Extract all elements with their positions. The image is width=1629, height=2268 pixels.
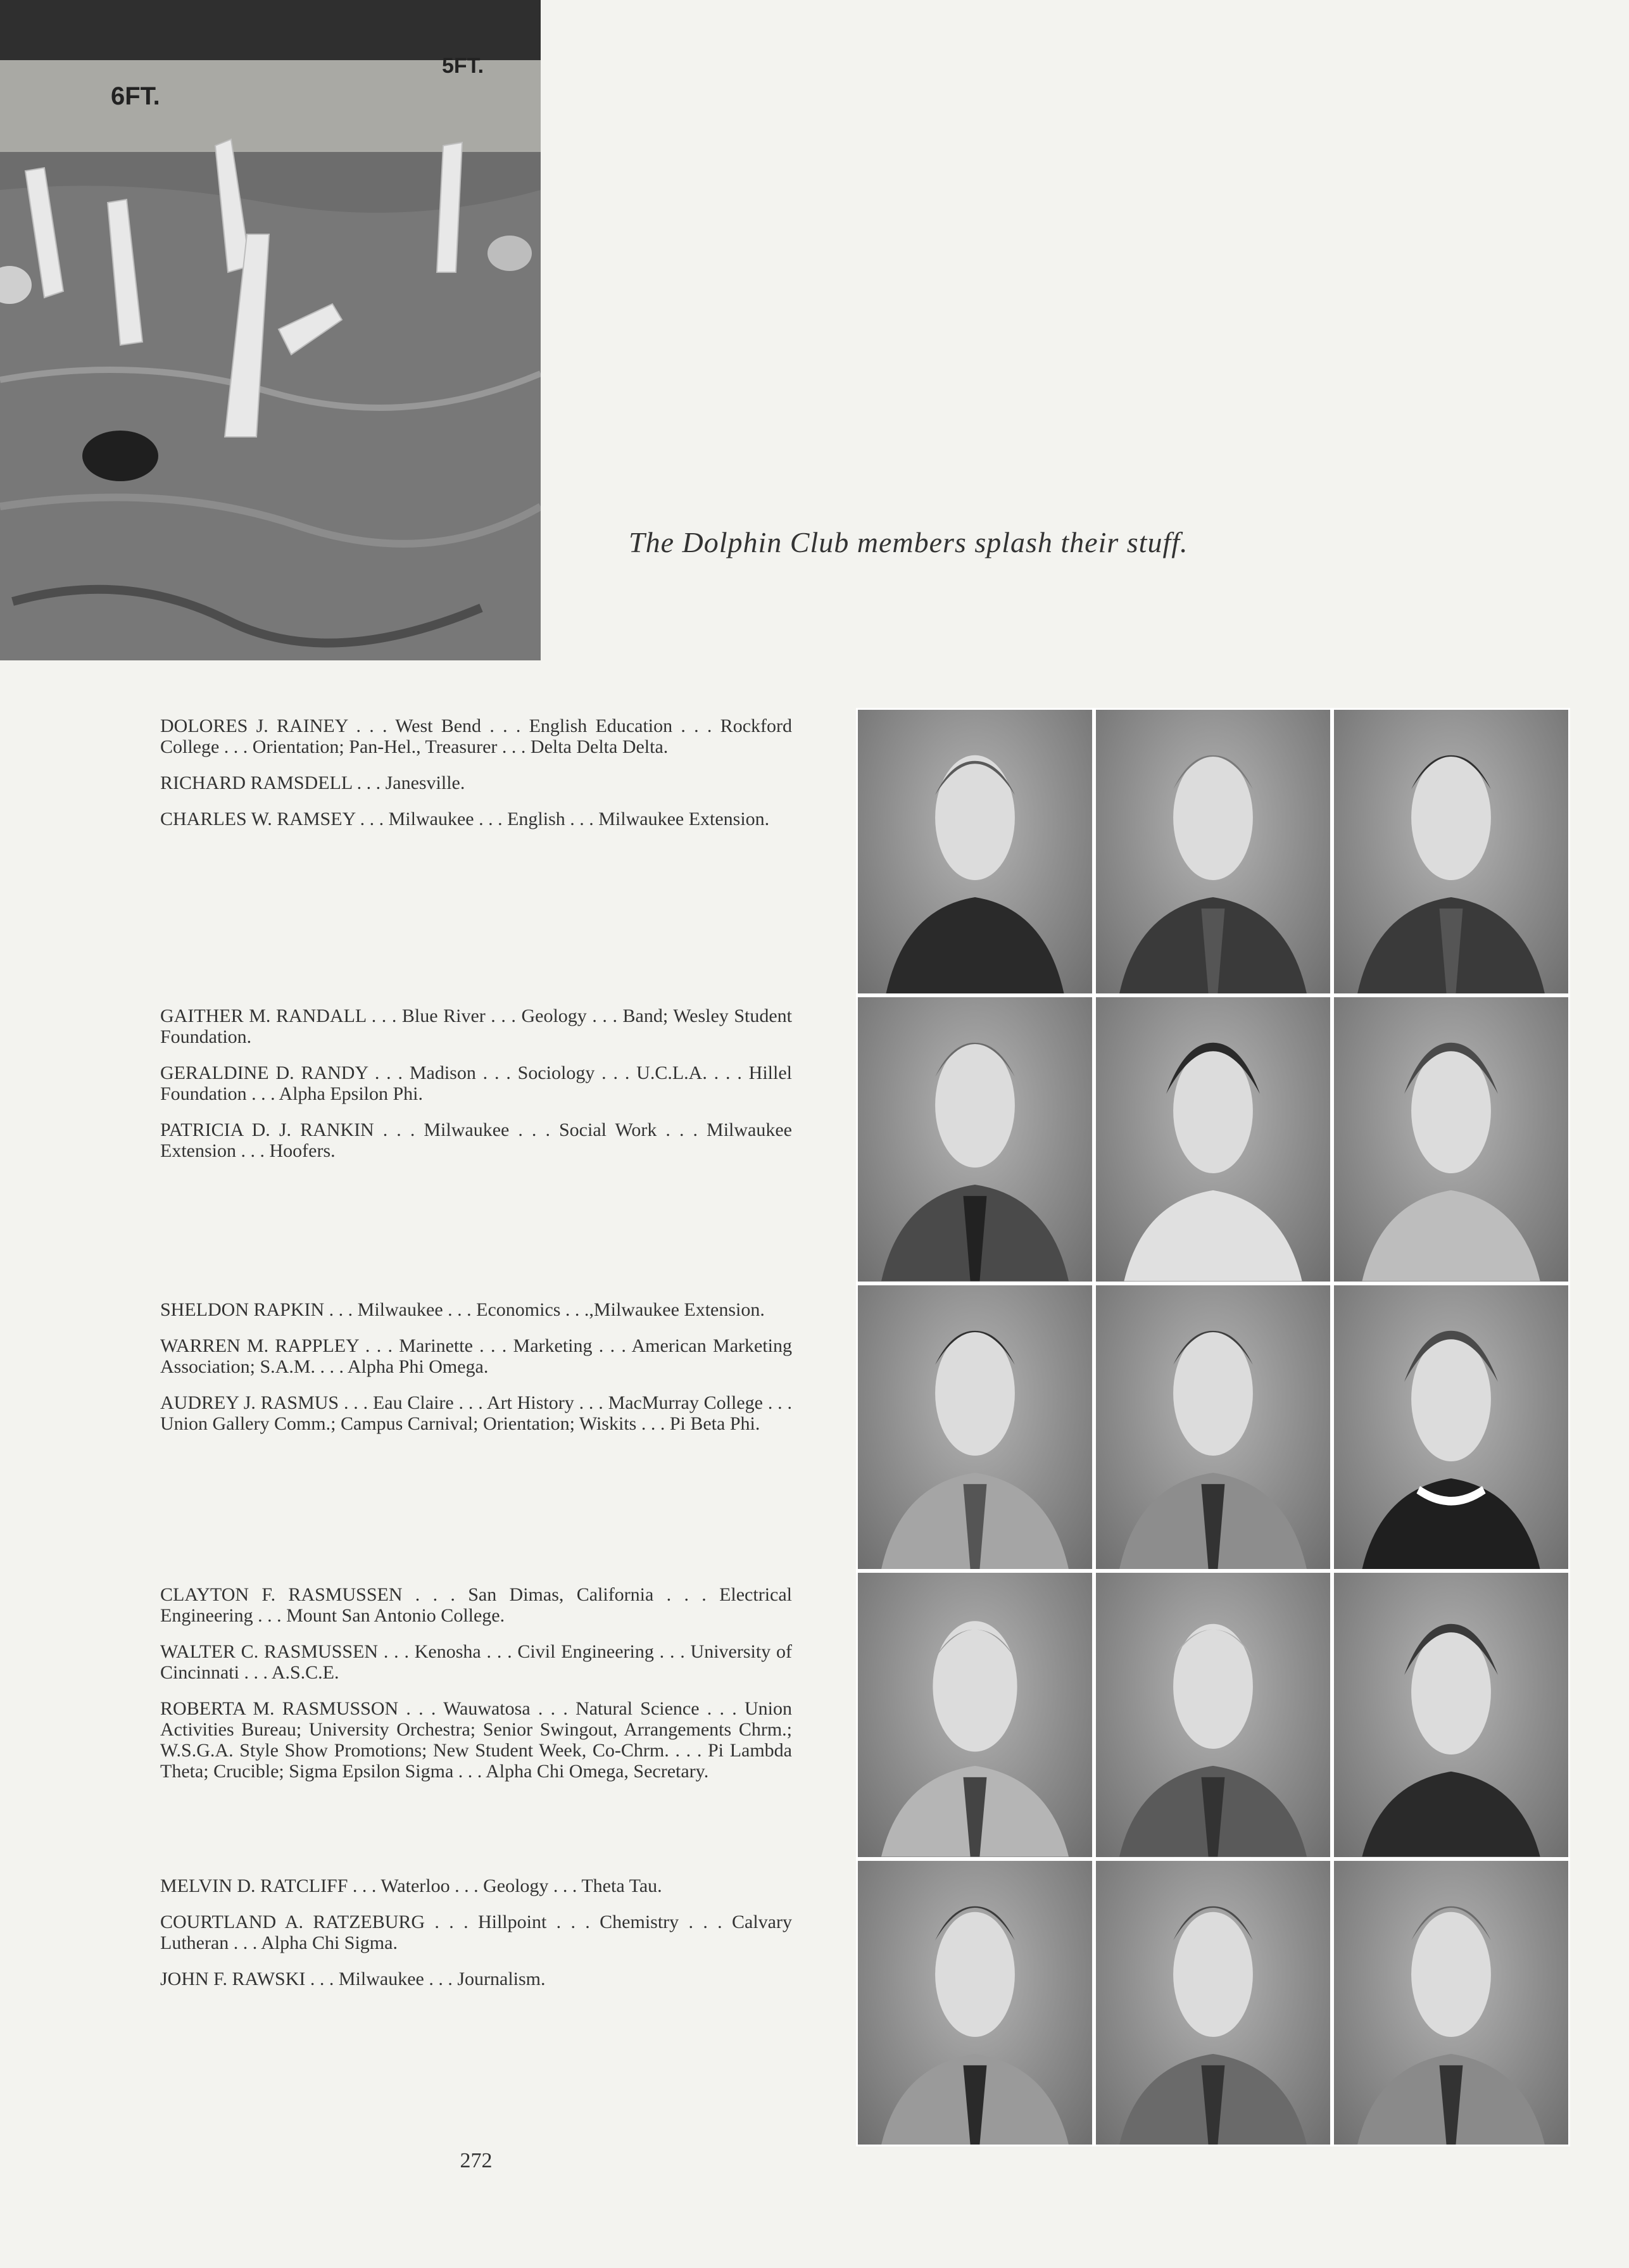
- student-entry: JOHN F. RAWSKI . . . Milwaukee . . . Journalism.: [160, 1969, 546, 1989]
- student-entry: DOLORES J. RAINEY . . . West Bend . . . English Education . . . Rockford College . . . Orientation; Pan-Hel., Treasurer . . . Delta Delta Delta.: [160, 715, 792, 757]
- portrait-photo: [1096, 1861, 1330, 2145]
- portrait-photo: [858, 1285, 1092, 1569]
- portrait-photo: [1096, 1573, 1330, 1856]
- portrait-photo: [1096, 710, 1330, 993]
- student-entry: GAITHER M. RANDALL . . . Blue River . . . Geology . . . Band; Wesley Student Foundation.: [160, 1005, 792, 1047]
- pool-scene-illustration: [0, 0, 541, 660]
- student-entry: CLAYTON F. RASMUSSEN . . . San Dimas, California . . . Electrical Engineering . . . Mount San Antonio College.: [160, 1584, 792, 1626]
- student-entry: MELVIN D. RATCLIFF . . . Waterloo . . . Geology . . . Theta Tau.: [160, 1875, 662, 1896]
- student-entry: COURTLAND A. RATZEBURG . . . Hillpoint . . . Chemistry . . . Calvary Lutheran . . . Alpha Chi Sigma.: [160, 1912, 792, 1953]
- student-entry: SHELDON RAPKIN . . . Milwaukee . . . Economics . . .,Milwaukee Extension.: [160, 1299, 765, 1320]
- student-entry: PATRICIA D. J. RANKIN . . . Milwaukee . . . Social Work . . . Milwaukee Extension . . . Hoofers.: [160, 1119, 792, 1161]
- portrait-photo: [1334, 997, 1568, 1281]
- portrait-photo: [858, 1573, 1092, 1856]
- depth-marker-6ft: 6FT.: [111, 82, 160, 110]
- portrait-photo: [1096, 1285, 1330, 1569]
- portrait-photo: [1334, 1573, 1568, 1856]
- portrait-photo: [858, 710, 1092, 993]
- student-entry: RICHARD RAMSDELL . . . Janesville.: [160, 772, 465, 793]
- portrait-photo: [858, 997, 1092, 1281]
- dolphin-club-photo: [0, 0, 541, 660]
- portrait-photo: [1334, 1285, 1568, 1569]
- entry-group-2: [160, 1005, 792, 1176]
- portrait-photo: [858, 1861, 1092, 2145]
- page-number: 272: [460, 2149, 493, 2172]
- portrait-photo: [1334, 1861, 1568, 2145]
- photo-caption: The Dolphin Club members splash their stuff.: [629, 526, 1188, 558]
- entry-group-1: [160, 715, 792, 845]
- depth-marker-5ft: 5FT.: [442, 54, 484, 78]
- portrait-photo: [1334, 710, 1568, 993]
- entry-group-3: [160, 1299, 792, 1449]
- entry-group-4: [160, 1584, 792, 1797]
- student-entry: WALTER C. RASMUSSEN . . . Kenosha . . . Civil Engineering . . . University of Cincinnati . . . A.S.C.E.: [160, 1641, 792, 1683]
- student-entry: ROBERTA M. RASMUSSON . . . Wauwatosa . . . Natural Science . . . Union Activities Bureau; University Orchestra; Senior Swingout, Arrangements Chrm.; W.S.G.A. Style Show Promotions; New Student Week, Co-Chrm. . . . Pi Lambda Theta; Crucible; Sigma Epsilon Sigma . . . Alpha Chi Omega, Secretary.: [160, 1698, 792, 1782]
- portrait-photo: [1096, 997, 1330, 1281]
- student-entry: CHARLES W. RAMSEY . . . Milwaukee . . . English . . . Milwaukee Extension.: [160, 809, 770, 829]
- student-entry: AUDREY J. RASMUS . . . Eau Claire . . . Art History . . . MacMurray College . . . Union Gallery Comm.; Campus Carnival; Orientation; Wiskits . . . Pi Beta Phi.: [160, 1392, 792, 1434]
- student-entry: GERALDINE D. RANDY . . . Madison . . . Sociology . . . U.C.L.A. . . . Hillel Foundation . . . Alpha Epsilon Phi.: [160, 1062, 792, 1104]
- portrait-grid: [856, 708, 1570, 2146]
- entry-group-5: [160, 1875, 792, 2005]
- student-entry: WARREN M. RAPPLEY . . . Marinette . . . Marketing . . . American Marketing Association; S.A.M. . . . Alpha Phi Omega.: [160, 1335, 792, 1377]
